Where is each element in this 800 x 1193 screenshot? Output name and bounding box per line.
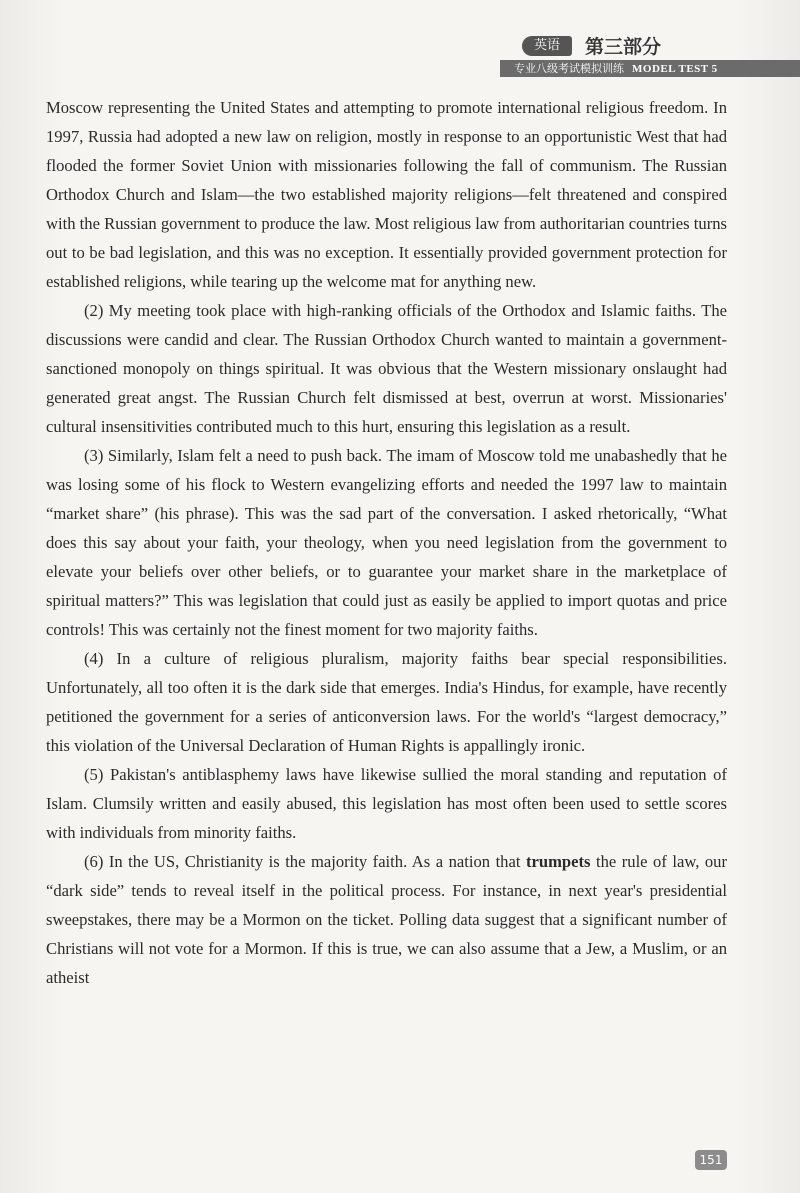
article-body [46, 93, 727, 992]
paragraph-2: (2) My meeting took place with high-ranking officials of the Orthodox and Islamic faiths. The discussions were candid and clear. The Russian Orthodox Church wanted to maintain a government-sanctioned monopoly on things spiritual. It was obvious that the Western missionary onslaught had generated great angst. The Russian Church felt dismissed at best, overrun at worst. Missionaries' cultural insensitivities contributed much to this hurt, ensuring this legislation as a result. [46, 301, 727, 436]
paragraph-6-end: the rule of law, our “dark side” tends to reveal itself in the political process. For instance, in next year's presidential sweepstakes, there may be a Mormon on the ticket. Polling data suggest that a significant number of Christians will not vote for a Mormon. If this is true, we can also assume that a Jew, a Muslim, or an atheist [46, 852, 727, 987]
paragraph-5: (5) Pakistan's antiblasphemy laws have likewise sullied the moral standing and reputation of Islam. Clumsily written and easily abused, this legislation has most often been used to settle scores with individuals from minority faiths. [46, 765, 727, 842]
bold-word: trumpets [525, 852, 591, 871]
page-header [0, 0, 800, 80]
series-bar [500, 60, 800, 77]
page-number: 151 [695, 1150, 727, 1170]
subject-tag: 英语 [522, 36, 572, 56]
part-title: 第三部分 [585, 36, 662, 58]
paragraph-3: (3) Similarly, Islam felt a need to push back. The imam of Moscow told me unabashedly that he was losing some of his flock to Western evangelizing efforts and needed the 1997 law to maintain “market share” (his phrase). This was the sad part of the conversation. I asked rhetorically, “What does this say about your faith, your theology, when you need legislation from the government to elevate your beliefs over other beliefs, or to guarantee your market share in the marketplace of spiritual matters?” This was legislation that could just as easily be applied to import quotas and price controls! This was certainly not the finest moment for two majority faiths. [46, 446, 727, 639]
test-title: MODEL TEST 5 [632, 63, 718, 75]
paragraph-6-start: (6) In the US, Christianity is the majority faith. As a nation that [84, 852, 526, 871]
series-title: 专业八级考试模拟训练 [514, 62, 624, 75]
paragraph-continued: Moscow representing the United States and attempting to promote international religious freedom. In 1997, Russia had adopted a new law on religion, mostly in response to an opportunistic West that had flooded the former Soviet Union with missionaries following the fall of communism. The Russian Orthodox Church and Islam—the two established majority religions—felt threatened and conspired with the Russian government to produce the law. Most religious law from authoritarian countries turns out to be bad legislation, and this was no exception. It essentially provided government protection for established religions, while tearing up the welcome mat for anything new. [46, 98, 727, 291]
paragraph-4: (4) In a culture of religious pluralism, majority faiths bear special responsibilities. Unfortunately, all too often it is the dark side that emerges. India's Hindus, for example, have recently petitioned the government for a series of anticonversion laws. For the world's “largest democracy,” this violation of the Universal Declaration of Human Rights is appallingly ironic. [46, 649, 727, 755]
paragraph-6 [46, 847, 727, 992]
